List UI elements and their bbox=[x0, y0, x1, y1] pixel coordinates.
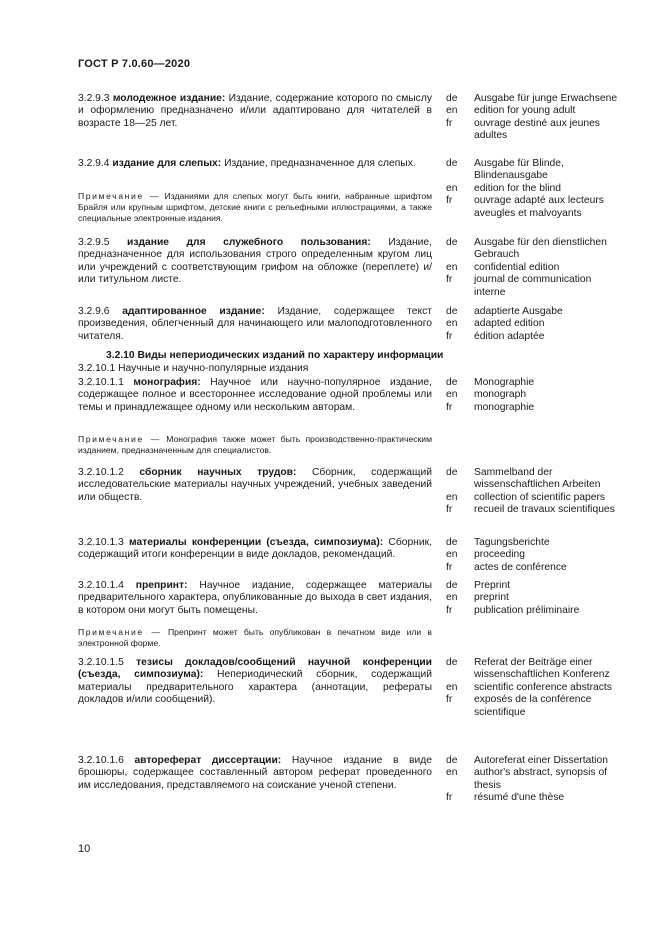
entry-number: 3.2.10.1.2 bbox=[78, 467, 124, 478]
translations-3-2-9-4 bbox=[446, 158, 621, 220]
note-label: Примечание — bbox=[78, 627, 162, 637]
translations-3-2-10-1-2 bbox=[446, 467, 621, 517]
translation: édition adaptée bbox=[474, 330, 545, 342]
entry-term: издание для служебного пользования: bbox=[127, 237, 371, 248]
translation: ouvrage destiné aux jeunes adultes bbox=[474, 117, 600, 142]
entry-number: 3.2.10.1.4 bbox=[78, 580, 124, 591]
entry-text: Научное издание в виде брошюры, содержащее составленный автором реферат проведенного им исследования, представляемого на соискание ученой степени. bbox=[78, 755, 432, 791]
translation: edition for the blind bbox=[474, 182, 562, 194]
lang-code: de bbox=[446, 657, 458, 668]
lang-code: fr bbox=[446, 330, 453, 342]
entry-term: издание для слепых: bbox=[112, 158, 222, 169]
entry-3-2-9-5 bbox=[78, 237, 432, 287]
note-3-2-10-1-1 bbox=[78, 434, 432, 456]
lang-code: en bbox=[446, 549, 458, 561]
lang-code: fr bbox=[446, 694, 453, 706]
entry-text: Издание, предназначенное для использования строго определенным кругом лиц или учреждений с соответствующим грифом на обложке (переплете) и/или титульном листе. bbox=[78, 237, 432, 286]
translation: actes de conférence bbox=[474, 561, 567, 573]
translations-3-2-10-1-4 bbox=[446, 580, 621, 617]
translation: recueil de travaux scientifiques bbox=[474, 504, 615, 516]
lang-code: en bbox=[446, 389, 458, 401]
lang-code: en bbox=[446, 105, 458, 117]
entry-text: Научное издание, содержащее материалы предварительного характера, опубликованные до выхода в свет издания, в котором они могут быть помещены. bbox=[78, 580, 432, 616]
translation: Referat der Beiträge einer wissenschaftlichen Konferenz bbox=[474, 657, 610, 681]
lang-code: de bbox=[446, 755, 458, 766]
entry-3-2-9-4 bbox=[78, 158, 432, 170]
entry-text: Непериодический сборник, содержащий материалы предварительного характера (аннотации, рефераты докладов и/или сообщений). bbox=[78, 669, 432, 706]
entry-number: 3.2.10.1.3 bbox=[78, 537, 124, 548]
translation: preprint bbox=[474, 592, 509, 604]
entry-term: автореферат диссертации: bbox=[134, 755, 282, 766]
translations-3-2-10-1-6 bbox=[446, 755, 621, 805]
note-3-2-10-1-4 bbox=[78, 627, 432, 649]
translations-3-2-10-1-3 bbox=[446, 537, 621, 574]
note-3-2-9-4 bbox=[78, 191, 432, 225]
entry-number: 3.2.10.1.5 bbox=[78, 657, 124, 668]
lang-code: fr bbox=[446, 195, 453, 207]
entry-term: монография: bbox=[133, 377, 201, 388]
translation: scientific conference abstracts bbox=[474, 681, 612, 693]
note-label: Примечание — bbox=[78, 191, 161, 201]
lang-code: fr bbox=[446, 604, 453, 616]
translation: Preprint bbox=[474, 580, 511, 591]
translation: Ausgabe für junge Erwachsene bbox=[474, 93, 618, 104]
subsection-heading-3-2-10-1: 3.2.10.1 Научные и научно-популярные издания bbox=[78, 363, 309, 374]
translation: Autoreferat einer Dissertation bbox=[474, 755, 608, 766]
lang-code: de bbox=[446, 580, 458, 591]
entry-3-2-10-1-3 bbox=[78, 537, 432, 562]
lang-code: fr bbox=[446, 792, 453, 804]
translation: author's abstract, synopsis of thesis bbox=[474, 767, 608, 791]
entry-number: 3.2.10.1.1 bbox=[78, 377, 124, 388]
translations-3-2-9-6 bbox=[446, 306, 621, 343]
lang-code: en bbox=[446, 182, 458, 194]
entry-number: 3.2.9.6 bbox=[78, 306, 110, 317]
translation: edition for young adult bbox=[474, 105, 576, 117]
entry-number: 3.2.9.3 bbox=[78, 93, 110, 104]
lang-code: en bbox=[446, 318, 458, 330]
entry-text: Издание, содержащее текст произведения, облегченный для начинающего или малоподготовленного читателя. bbox=[78, 306, 432, 342]
entry-3-2-9-6 bbox=[78, 306, 432, 343]
lang-code: en bbox=[446, 767, 458, 779]
entry-text: Издание, содержание которого по смыслу и оформлению предназначено и/или адаптировано для читателей в возрасте 18—25 лет. bbox=[78, 93, 432, 129]
translations-3-2-9-3 bbox=[446, 93, 621, 143]
translation: proceeding bbox=[474, 549, 525, 561]
lang-code: fr bbox=[446, 117, 453, 129]
note-text: Изданиями для слепых могут быть книги, набранные шрифтом Брайля или крупным шрифтом, детские книги с рельефными иллюстрациями, а также специальные электронные издания. bbox=[78, 191, 433, 224]
translation: journal de communication interne bbox=[474, 274, 592, 298]
entry-text: Издание, предназначенное для слепых. bbox=[224, 158, 416, 169]
lang-code: en bbox=[446, 491, 458, 503]
translation: Tagungsberichte bbox=[474, 537, 550, 548]
lang-code: de bbox=[446, 306, 458, 317]
entry-number: 3.2.9.5 bbox=[78, 237, 110, 248]
note-text: Монография также может быть производственно-практическим изданием, предназначенным для специалистов. bbox=[78, 434, 432, 456]
translation: ouvrage adapté aux lecteurs aveugles et malvoyants bbox=[474, 195, 604, 219]
translations-3-2-10-1-5 bbox=[446, 657, 621, 719]
note-label: Примечание — bbox=[78, 434, 161, 444]
translation: adaptierte Ausgabe bbox=[474, 306, 563, 317]
entry-number: 3.2.10.1.6 bbox=[78, 755, 124, 766]
entry-text: Сборник, содержащий итоги конференции в виде докладов, рекомендаций. bbox=[78, 537, 432, 561]
lang-code: de bbox=[446, 467, 458, 478]
translation: monographie bbox=[474, 401, 535, 413]
translation: Monographie bbox=[474, 377, 535, 388]
entry-3-2-10-1-6 bbox=[78, 755, 432, 792]
translations-3-2-9-5 bbox=[446, 237, 621, 299]
translation: adapted edition bbox=[474, 318, 545, 330]
entry-3-2-10-1-1 bbox=[78, 377, 432, 414]
entry-term: адаптированное издание: bbox=[122, 306, 265, 317]
translation: Sammelband der wissenschaftlichen Arbeiten bbox=[474, 467, 601, 491]
translations-3-2-10-1-1 bbox=[446, 377, 621, 414]
translation: résumé d'une thèse bbox=[474, 792, 565, 804]
lang-code: de bbox=[446, 93, 458, 104]
lang-code: fr bbox=[446, 561, 453, 573]
entry-3-2-10-1-5 bbox=[78, 657, 432, 707]
translation: collection of scientific papers bbox=[474, 491, 606, 503]
lang-code: de bbox=[446, 158, 458, 169]
lang-code: en bbox=[446, 261, 458, 273]
lang-code: de bbox=[446, 537, 458, 548]
page-number: 10 bbox=[78, 843, 91, 855]
lang-code: de bbox=[446, 237, 458, 248]
note-text: Препринт может быть опубликован в печатном виде или в электронной форме. bbox=[78, 627, 432, 649]
lang-code: fr bbox=[446, 504, 453, 516]
translation: confidential edition bbox=[474, 261, 560, 273]
translation: exposés de la conférence scientifique bbox=[474, 694, 592, 718]
entry-term: молодежное издание: bbox=[112, 93, 226, 104]
entry-3-2-10-1-4 bbox=[78, 580, 432, 617]
section-heading-3-2-10: 3.2.10 Виды непериодических изданий по характеру информации bbox=[106, 350, 444, 361]
entry-3-2-10-1-2 bbox=[78, 467, 432, 504]
translation: Ausgabe für den dienstlichen Gebrauch bbox=[474, 237, 607, 261]
entry-text: Сборник, содержащий исследовательские материалы научных учреждений, учебных заведений или обществ. bbox=[78, 467, 432, 503]
entry-text: Научное или научно-популярное издание, содержащее полное и всестороннее исследование одной проблемы или темы и принадлежащее одному или нескольким авторам. bbox=[78, 377, 432, 413]
translation: monograph bbox=[474, 389, 527, 401]
lang-code: de bbox=[446, 377, 458, 388]
entry-term: препринт: bbox=[135, 580, 188, 591]
entry-term: сборник научных трудов: bbox=[139, 467, 297, 478]
lang-code: fr bbox=[446, 401, 453, 413]
entry-number: 3.2.9.4 bbox=[78, 158, 110, 169]
lang-code: en bbox=[446, 681, 458, 693]
document-header: ГОСТ Р 7.0.60—2020 bbox=[78, 58, 191, 70]
lang-code: fr bbox=[446, 274, 453, 286]
lang-code: en bbox=[446, 592, 458, 604]
entry-term: материалы конференции (съезда, симпозиума): bbox=[129, 537, 384, 548]
translation: Ausgabe für Blinde, Blindenausgabe bbox=[474, 158, 564, 182]
entry-term: тезисы докладов/сообщений научной конференции (съезда, симпозиума): bbox=[78, 657, 432, 681]
translation: publication préliminaire bbox=[474, 604, 580, 616]
entry-3-2-9-3 bbox=[78, 93, 432, 130]
